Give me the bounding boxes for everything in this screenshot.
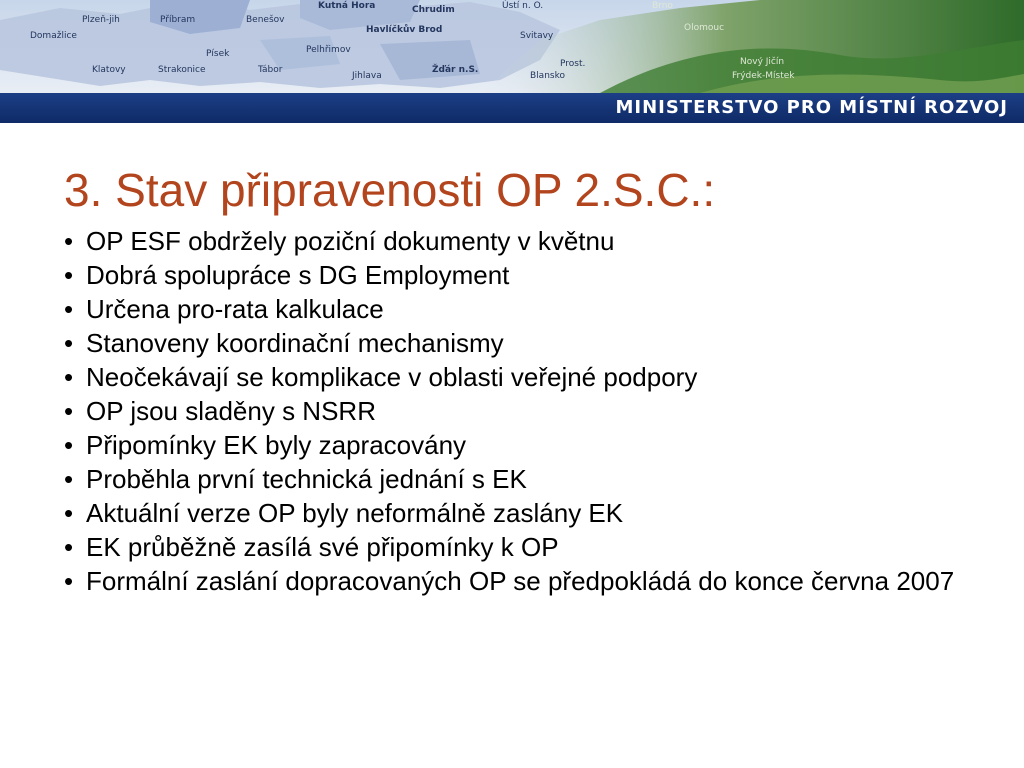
map-label: Prost. — [560, 59, 586, 69]
bullet-icon: • — [64, 226, 74, 256]
bullet-text: OP ESF obdržely poziční dokumenty v květnu — [86, 226, 615, 256]
bullet-text: Určena pro-rata kalkulace — [86, 294, 384, 324]
map-label: Frýdek-Místek — [732, 71, 795, 81]
list-item — [64, 360, 984, 394]
map-label: Blansko — [530, 71, 565, 81]
bullet-icon: • — [64, 294, 74, 324]
map-label: Pelhřimov — [306, 45, 351, 55]
map-label: Olomouc — [684, 23, 725, 33]
bullet-text: EK průběžně zasílá své připomínky k OP — [86, 532, 559, 562]
ministry-bar — [0, 93, 1024, 123]
list-item — [64, 462, 984, 496]
map-label: Nový Jičín — [740, 57, 785, 67]
slide-content — [64, 164, 984, 598]
list-item — [64, 428, 984, 462]
header-banner — [0, 0, 1024, 123]
map-label: Ústí n. O. — [502, 1, 544, 11]
bullet-icon: • — [64, 362, 74, 392]
list-item — [64, 394, 984, 428]
bullet-text: Neočekávají se komplikace v oblasti veřejné podpory — [86, 362, 698, 392]
bullet-icon: • — [64, 396, 74, 426]
bullet-text: OP jsou sladěny s NSRR — [86, 396, 376, 426]
list-item — [64, 326, 984, 360]
map-label: Plzeň-jih — [82, 15, 120, 25]
map-label: Písek — [206, 49, 230, 59]
bullet-icon: • — [64, 566, 74, 596]
bullet-icon: • — [64, 260, 74, 290]
map-label: Chrudim — [412, 5, 455, 15]
map-label: Havlíčkův Brod — [366, 25, 443, 35]
bullet-icon: • — [64, 328, 74, 358]
map-label: Kutná Hora — [318, 1, 376, 11]
bullet-text: Formální zaslání dopracovaných OP se předpokládá do konce června 2007 — [86, 566, 955, 596]
map-label: Benešov — [246, 15, 285, 25]
bullet-icon: • — [64, 430, 74, 460]
list-item — [64, 564, 984, 598]
map-label: Příbram — [160, 15, 196, 25]
region-map-image — [0, 0, 1024, 93]
bullet-text: Dobrá spolupráce s DG Employment — [86, 260, 510, 290]
list-item — [64, 530, 984, 564]
list-item — [64, 292, 984, 326]
map-label: Jihlava — [352, 71, 382, 81]
list-item — [64, 496, 984, 530]
map-label: Brno — [652, 1, 673, 11]
bullet-text: Připomínky EK byly zapracovány — [86, 430, 467, 460]
list-item — [64, 224, 984, 258]
bullet-text: Aktuální verze OP byly neformálně zaslány EK — [86, 498, 624, 528]
slide-title: 3. Stav připravenosti OP 2.S.C.: — [64, 164, 716, 216]
map-label: Domažlice — [30, 31, 77, 41]
ministry-title: MINISTERSTVO PRO MÍSTNÍ ROZVOJ — [615, 97, 1008, 118]
bullet-icon: • — [64, 498, 74, 528]
map-label: Svitavy — [520, 31, 554, 41]
bullet-icon: • — [64, 532, 74, 562]
bullet-text: Stanoveny koordinační mechanismy — [86, 328, 504, 358]
map-label: Strakonice — [158, 65, 206, 75]
bullet-icon: • — [64, 464, 74, 494]
list-item — [64, 258, 984, 292]
bullet-text: Proběhla první technická jednání s EK — [86, 464, 527, 494]
map-label: Klatovy — [92, 65, 126, 75]
bullet-list — [64, 224, 984, 598]
map-label: Tábor — [258, 65, 283, 75]
map-label: Žďár n.S. — [432, 65, 479, 75]
